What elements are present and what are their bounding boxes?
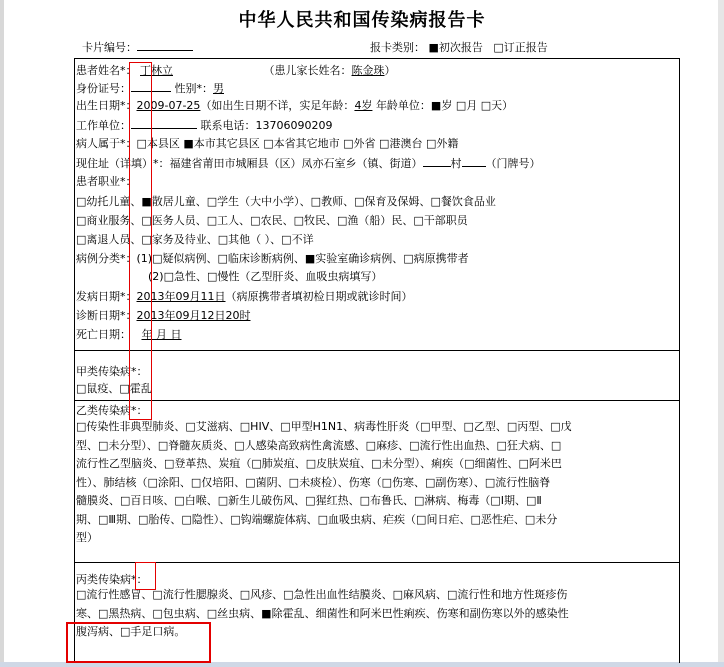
class-a-options[interactable]: □鼠疫、□霍乱 xyxy=(76,382,152,395)
window-left-edge xyxy=(0,0,4,667)
onset-value[interactable]: 2013年09月11日 xyxy=(136,290,226,303)
work-label: 工作单位： xyxy=(76,119,131,132)
card-number xyxy=(82,39,193,55)
death-label: 死亡日期： xyxy=(76,328,131,341)
case-class-options-1[interactable]: (1)□疑似病例、□临床诊断病例、■实验室确诊病例、□病原携带者 xyxy=(136,252,469,265)
card-number-field[interactable] xyxy=(137,39,193,51)
class-c-line: 腹泻病、□手足口病。 xyxy=(76,625,186,638)
occupation-options-1[interactable]: □幼托儿童、■散居儿童、□学生（大中小学）、□教师、□保育及保姆、□餐饮食品业 xyxy=(76,195,496,208)
address-door-field[interactable] xyxy=(462,155,486,167)
occupation-label: 患者职业*： xyxy=(76,175,137,188)
class-b-line: □传染性非典型肺炎、□艾滋病、□HIV、□甲型H1N1、病毒性肝炎（□甲型、□乙型、□丙型、□戊 xyxy=(76,420,572,433)
guardian-close: ） xyxy=(384,64,396,77)
id-label: 身份证号： xyxy=(76,82,131,95)
row-patient-name xyxy=(76,63,396,78)
class-b-line: 流行性乙型脑炎、□登革热、炭疽（□肺炭疽、□皮肤炭疽、□未分型）、痢疾（□细菌性、□阿米巴 xyxy=(76,457,562,470)
birth-label: 出生日期*： xyxy=(76,99,137,112)
class-a-label: 甲类传染病*： xyxy=(76,365,148,378)
address-label: 现住址（详填）*： xyxy=(76,157,170,170)
class-b-line: 型） xyxy=(76,531,98,544)
diagnosis-value[interactable]: 2013年09月12日20时 xyxy=(136,309,251,322)
row-occupation-label xyxy=(76,174,137,189)
birth-value[interactable]: 2009-07-25 xyxy=(136,99,201,112)
card-type-label: 报卡类别： xyxy=(370,41,425,54)
case-class-label: 病例分类*： xyxy=(76,252,137,265)
address-door-label: （门牌号） xyxy=(485,157,541,170)
address-value[interactable]: 福建省莆田市城厢县（区）凤亦石室乡（镇、街道） xyxy=(169,157,423,170)
class-c-label: 丙类传染病*： xyxy=(76,573,148,586)
class-b-line: 性）、肺结核（□涂阳、□仅培阳、□菌阴、□未痰检）、伤寒（□伤寒、□副伤寒）、□流行性脑脊 xyxy=(76,475,551,489)
address-village-label: 村 xyxy=(450,157,462,170)
belong-options[interactable]: □本县区 ■本市其它县区 □本省其它地市 □外省 □港澳台 □外籍 xyxy=(136,137,459,150)
window-right-edge xyxy=(718,0,724,667)
belong-label: 病人属于*： xyxy=(76,137,137,150)
sex-label: 性别*： xyxy=(174,82,213,95)
phone-label: 联系电话： xyxy=(200,119,256,132)
class-c-asterisk-highlight xyxy=(135,562,156,590)
guardian-label: （患儿家长姓名： xyxy=(263,64,352,77)
occupation-options-3[interactable]: □离退人员、□家务及待业、□其他（ ）、□不详 xyxy=(76,233,314,246)
class-b-options[interactable] xyxy=(76,418,676,548)
age-note: （如出生日期不详，实足年龄： xyxy=(200,99,355,112)
card-type-initial-checkbox[interactable]: ■初次报告 xyxy=(428,41,483,54)
address-village-field[interactable] xyxy=(423,155,451,167)
card-type-revised-checkbox[interactable]: □订正报告 xyxy=(493,41,548,54)
divider-class-c xyxy=(74,562,679,563)
onset-label: 发病日期*： xyxy=(76,290,137,303)
onset-note: （病原携带者填初检日期或就诊时间） xyxy=(225,290,413,303)
diagnosis-label: 诊断日期*： xyxy=(76,309,137,322)
age-value[interactable]: 4岁 xyxy=(354,99,373,112)
class-b-line: 型、□未分型）、□脊髓灰质炎、□人感染高致病性禽流感、□麻疹、□流行性出血热、□狂犬病、□ xyxy=(76,438,562,452)
divider-class-a xyxy=(74,350,679,351)
row-onset xyxy=(76,289,413,304)
class-c-line: □流行性感冒、□流行性腮腺炎、□风疹、□急性出血性结膜炎、□麻风病、□流行性和地方性斑疹伤 xyxy=(76,588,568,601)
required-asterisk-highlight xyxy=(129,62,152,420)
occupation-options-2[interactable]: □商业服务、□医务人员、□工人、□农民、□牧民、□渔（船）民、□干部职员 xyxy=(76,214,468,227)
class-b-line: 期、□Ⅲ期、□胎传、□隐性）、□钩端螺旋体病、□血吸虫病、疟疾（□间日疟、□恶性疟、□未分 xyxy=(76,512,558,526)
row-diagnosis xyxy=(76,308,251,323)
class-b-line: 髓膜炎、□百日咳、□白喉、□新生儿破伤风、□猩红热、□布鲁氏、□淋病、梅毒（□Ⅰ期、□Ⅱ xyxy=(76,494,542,507)
sex-value[interactable]: 男 xyxy=(213,82,224,95)
patient-name-value[interactable]: 丁林立 xyxy=(140,64,173,77)
phone-value[interactable]: 13706090209 xyxy=(255,119,333,132)
row-work xyxy=(76,117,332,133)
case-class-options-2[interactable]: (2)□急性、□慢性（乙型肝炎、血吸虫病填写） xyxy=(148,270,383,283)
hfmd-highlight xyxy=(66,622,211,663)
patient-name-label: 患者姓名*： xyxy=(76,64,137,77)
guardian-value[interactable]: 陈金珠 xyxy=(351,64,385,77)
divider-class-b xyxy=(74,400,679,401)
card-number-label: 卡片编号： xyxy=(82,41,137,54)
form-title: 中华人民共和国传染病报告卡 xyxy=(238,10,486,31)
card-type xyxy=(370,39,548,55)
class-b-label: 乙类传染病*： xyxy=(76,404,148,417)
class-c-line: 寒、□黑热病、□包虫病、□丝虫病、■除霍乱、细菌性和阿米巴性痢疾、伤寒和副伤寒以外的感染性 xyxy=(76,606,569,620)
death-value[interactable]: 年 月 日 xyxy=(141,328,182,341)
age-unit[interactable]: 年龄单位：■岁 □月 □天） xyxy=(375,99,514,112)
